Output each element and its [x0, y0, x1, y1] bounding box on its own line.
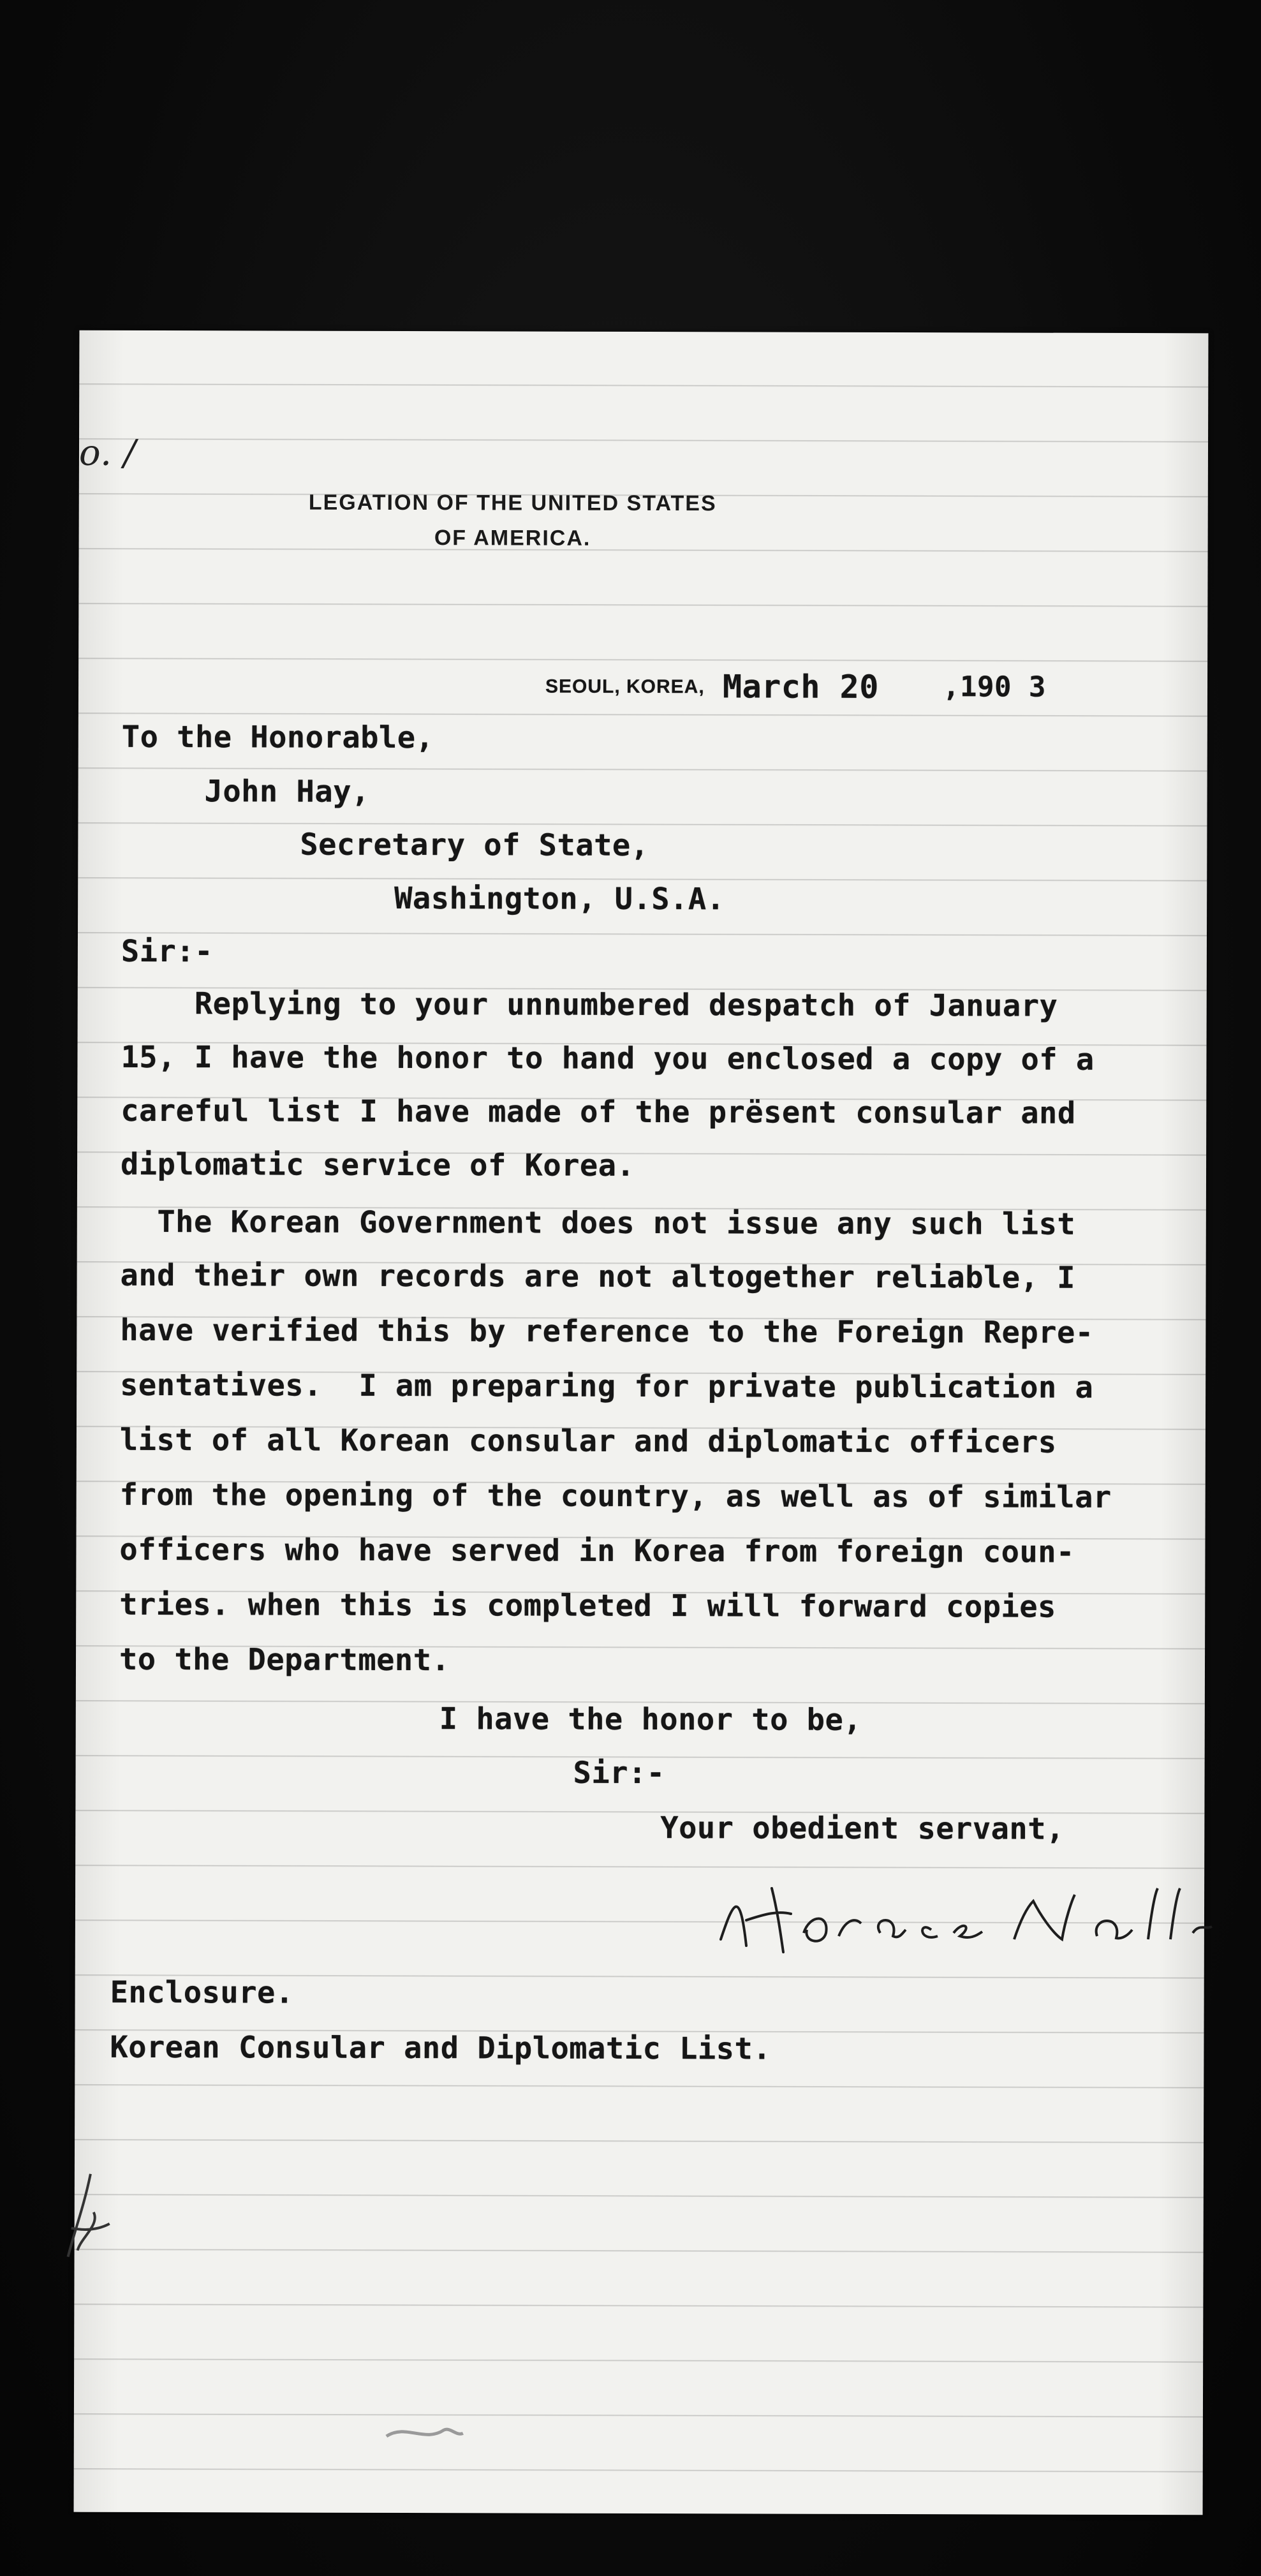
body-line: officers who have served in Korea from foreign coun-	[119, 1532, 1075, 1570]
body-line: 15, I have the honor to hand you enclosed a copy of a	[121, 1039, 1095, 1077]
closing-line-2: Sir:-	[573, 1755, 665, 1791]
body-line: list of all Korean consular and diplomatic officers	[119, 1422, 1057, 1460]
body-line: to the Department.	[119, 1641, 450, 1678]
margin-number: o. /	[78, 432, 136, 474]
body-line: from the opening of the country, as well as of similar	[119, 1477, 1112, 1515]
body-line: and their own records are not altogether reliable, I	[120, 1257, 1076, 1296]
document-page	[74, 330, 1209, 2515]
dateline-place: SEOUL, KOREA,	[545, 676, 705, 698]
enclosure-label: Enclosure.	[110, 1974, 294, 2011]
signature-strokes	[708, 1876, 1218, 1965]
signature	[708, 1876, 1218, 1965]
addressee-line-4: Washington, U.S.A.	[394, 880, 725, 917]
body-line: Replying to your unnumbered despatch of January	[121, 986, 1058, 1024]
enclosure-item: Korean Consular and Diplomatic List.	[110, 2029, 772, 2067]
salutation: Sir:-	[121, 933, 213, 970]
letterhead-line-2: OF AMERICA.	[434, 526, 591, 551]
addressee-line-3: Secretary of State,	[300, 827, 649, 864]
letterhead-line-1: LEGATION OF THE UNITED STATES	[308, 490, 717, 516]
body-line: diplomatic service of Korea.	[120, 1146, 635, 1183]
dateline-date: March 20	[722, 668, 879, 706]
closing-line-1: I have the honor to be,	[439, 1701, 862, 1738]
body-line: The Korean Government does not issue any such list	[120, 1204, 1076, 1242]
body-line: have verified this by reference to the Foreign Repre-	[120, 1312, 1094, 1351]
dateline-year: ,190 3	[942, 670, 1047, 704]
body-line: tries. when this is completed I will forward copies	[119, 1587, 1056, 1625]
addressee-line-2: John Hay,	[204, 774, 370, 810]
body-line: careful list I have made of the prësent consular and	[121, 1093, 1076, 1131]
body-line: sentatives. I am preparing for private publication a	[120, 1367, 1094, 1405]
smudge-mark	[380, 2411, 469, 2455]
addressee-line-1: To the Honorable,	[121, 719, 434, 756]
closing-line-3: Your obedient servant,	[660, 1810, 1065, 1847]
pencil-mark	[55, 2168, 132, 2270]
